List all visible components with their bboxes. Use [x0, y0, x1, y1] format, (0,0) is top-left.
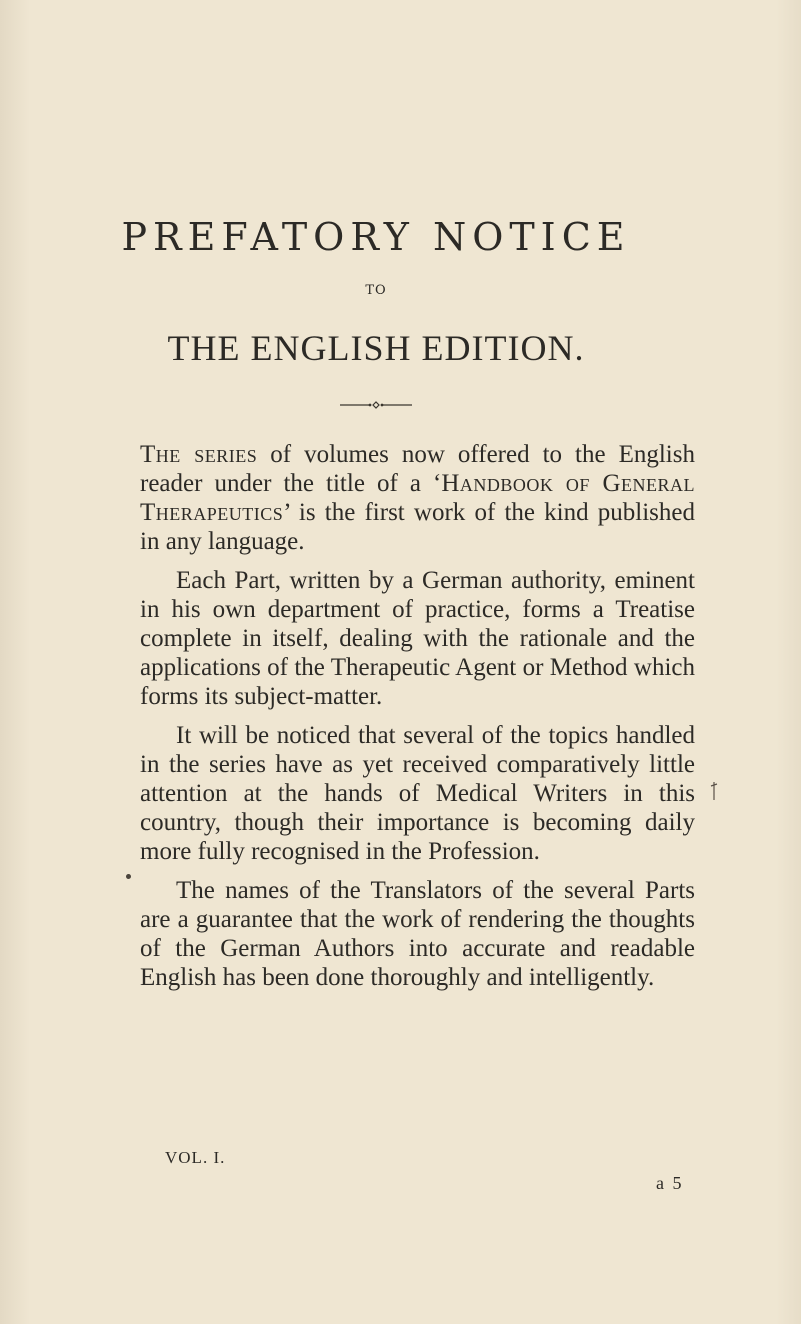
title-connector: TO: [365, 283, 387, 298]
paragraph-1: [140, 440, 695, 556]
paragraph-1-lead: The series: [140, 441, 258, 468]
signature-mark: a 5: [656, 1173, 684, 1193]
page-subtitle: THE ENGLISH EDITION.: [167, 328, 585, 368]
paragraph-1-text-a: of volumes now offered to the English reader under the title of a ‘: [140, 441, 695, 497]
notice-body: [140, 440, 695, 1002]
volume-label: VOL. I.: [165, 1148, 226, 1167]
margin-dot-icon: [126, 874, 131, 879]
handbook-title: Handbook of General Therapeutics: [140, 470, 696, 526]
ornament-rule-icon: [340, 400, 412, 410]
paragraph-4: The names of the Translators of the several Parts are a guarantee that the work of rendering the thoughts of the German Authors into accurate and readable English has been done thoroughly and intelligently.: [140, 877, 695, 991]
paragraph-2: Each Part, written by a German authority, eminent in his own department of practice, forms a Treatise complete in itself, dealing with the rationale and the applications of the Therapeutic Agent or Method which forms its subject-matter.: [140, 567, 695, 710]
paragraph-3: It will be noticed that several of the topics handled in the series have as yet received comparatively little attention at the hands of Medical Writers in this country, though their importance is becoming daily more fully recognised in the Profession.: [140, 722, 695, 865]
page-title: PREFATORY NOTICE: [121, 215, 631, 259]
paragraph-1-text-b: ’ is the first work of the kind published in any language.: [140, 499, 695, 555]
margin-speck-icon: [709, 780, 719, 802]
